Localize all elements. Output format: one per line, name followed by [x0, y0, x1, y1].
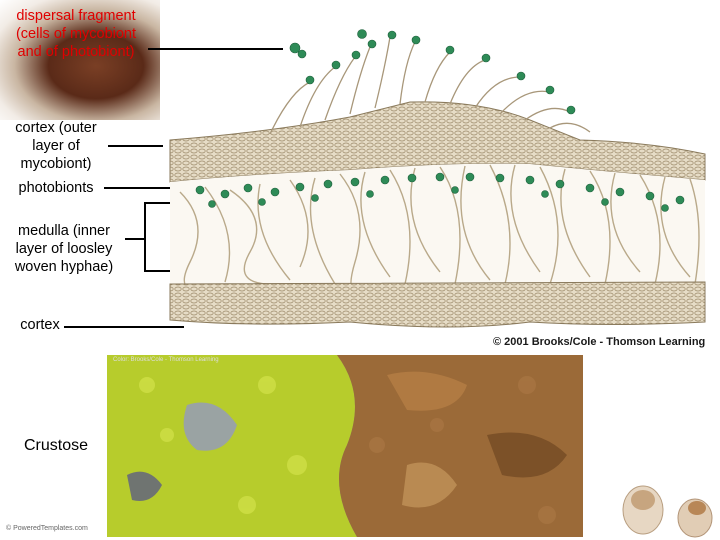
label-cortex-outer: cortex (outer layer of mycobiont)	[15, 120, 97, 172]
label-dispersal-fragment: dispersal fragment (cells of mycobiont and of photobiont)	[15, 8, 137, 60]
copyright-credit: © 2001 Brooks/Cole - Thomson Learning	[493, 336, 706, 348]
photo-credit: Color: Brooks/Cole - Thomson Learning	[113, 357, 219, 363]
label-medulla: medulla (inner layer of loosley woven hyphae)	[14, 223, 114, 275]
lichen-cross-section-diagram	[150, 22, 715, 352]
footer-credit: © PoweredTemplates.com	[6, 525, 88, 532]
leader-line-medulla-h	[125, 238, 145, 240]
label-cortex-lower: cortex	[20, 317, 60, 333]
bracket-medulla-v	[144, 202, 146, 271]
decorative-pebbles	[615, 470, 720, 540]
label-crustose: Crustose	[24, 437, 89, 454]
crustose-lichen-photo	[107, 355, 583, 537]
label-photobionts: photobionts	[18, 180, 94, 196]
